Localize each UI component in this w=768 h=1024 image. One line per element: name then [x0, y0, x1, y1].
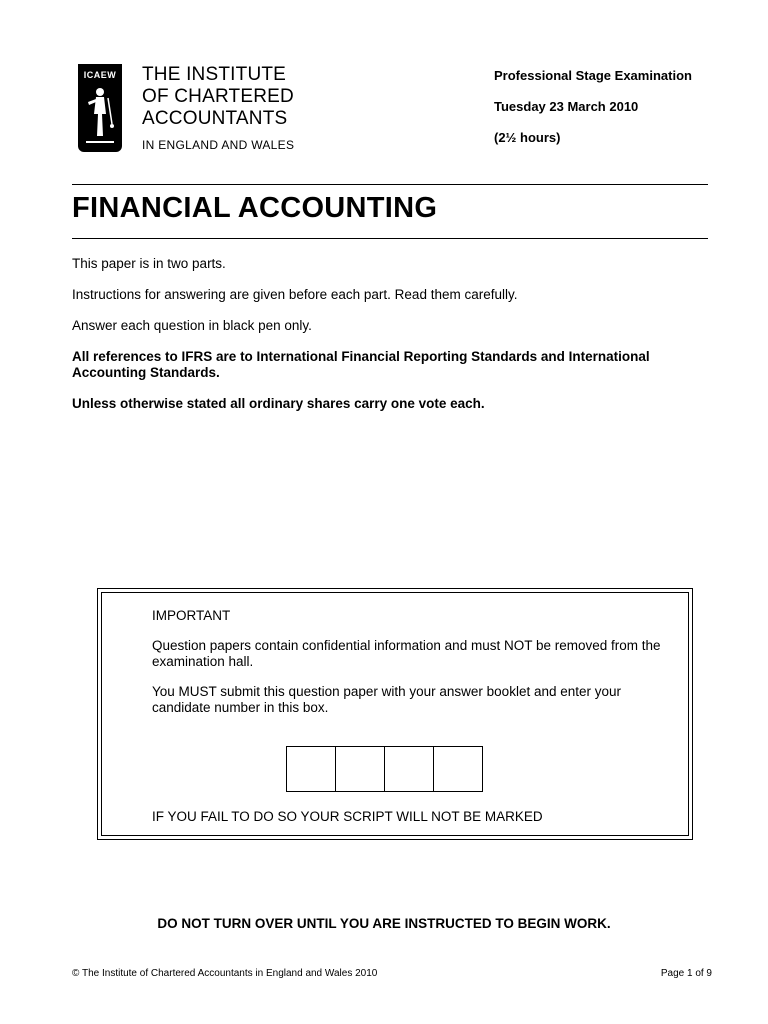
candidate-number-cell[interactable] — [385, 747, 434, 791]
candidate-number-cell[interactable] — [336, 747, 385, 791]
exam-duration: (2½ hours) — [494, 130, 561, 145]
shares-note: Unless otherwise stated all ordinary shares carry one vote each. — [72, 396, 485, 411]
instruction-text: Instructions for answering are given before each part. Read them carefully. — [72, 287, 518, 302]
important-box — [97, 588, 693, 840]
candidate-number-cell[interactable] — [287, 747, 336, 791]
exam-stage: Professional Stage Examination — [494, 68, 692, 83]
submit-notice: You MUST submit this question paper with your answer booklet and enter your candidate number in this box. — [152, 684, 622, 715]
confidential-notice: Question papers contain confidential information and must NOT be removed from the examination hall. — [152, 638, 661, 669]
important-heading: IMPORTANT — [152, 608, 231, 623]
instruction-text: This paper is in two parts. — [72, 256, 226, 271]
logo-line: OF CHARTERED — [142, 86, 294, 107]
important-inner-border — [101, 592, 689, 836]
instruction-text: Answer each question in black pen only. — [72, 318, 312, 333]
exam-info — [494, 68, 692, 161]
logo-wordmark — [142, 64, 294, 152]
ifrs-note: All references to IFRS are to International Financial Reporting Standards and International Accounting Standards. — [72, 349, 650, 380]
intro-instructions — [72, 256, 712, 427]
candidate-number-cell[interactable] — [434, 747, 482, 791]
title-rule — [72, 238, 708, 239]
candidate-number-grid — [286, 746, 483, 792]
badge-text: ICAEW — [83, 70, 117, 80]
logo-subline: IN ENGLAND AND WALES — [142, 138, 295, 152]
top-rule — [72, 184, 708, 185]
footer-copyright: © The Institute of Chartered Accountants in England and Wales 2010 — [72, 968, 378, 979]
script-warning: IF YOU FAIL TO DO SO YOUR SCRIPT WILL NOT BE MARKED — [152, 809, 543, 824]
logo-line: THE INSTITUTE — [142, 64, 287, 85]
icaew-logo — [78, 64, 318, 156]
page-title: FINANCIAL ACCOUNTING — [72, 192, 438, 224]
exam-date: Tuesday 23 March 2010 — [494, 99, 639, 114]
important-content — [152, 608, 682, 730]
icaew-badge — [78, 64, 122, 152]
figure-emblem-icon — [82, 84, 118, 148]
logo-line: ACCOUNTANTS — [142, 108, 288, 129]
turn-over-warning: DO NOT TURN OVER UNTIL YOU ARE INSTRUCTED TO BEGIN WORK. — [157, 916, 611, 931]
footer-page-number: Page 1 of 9 — [660, 968, 712, 979]
